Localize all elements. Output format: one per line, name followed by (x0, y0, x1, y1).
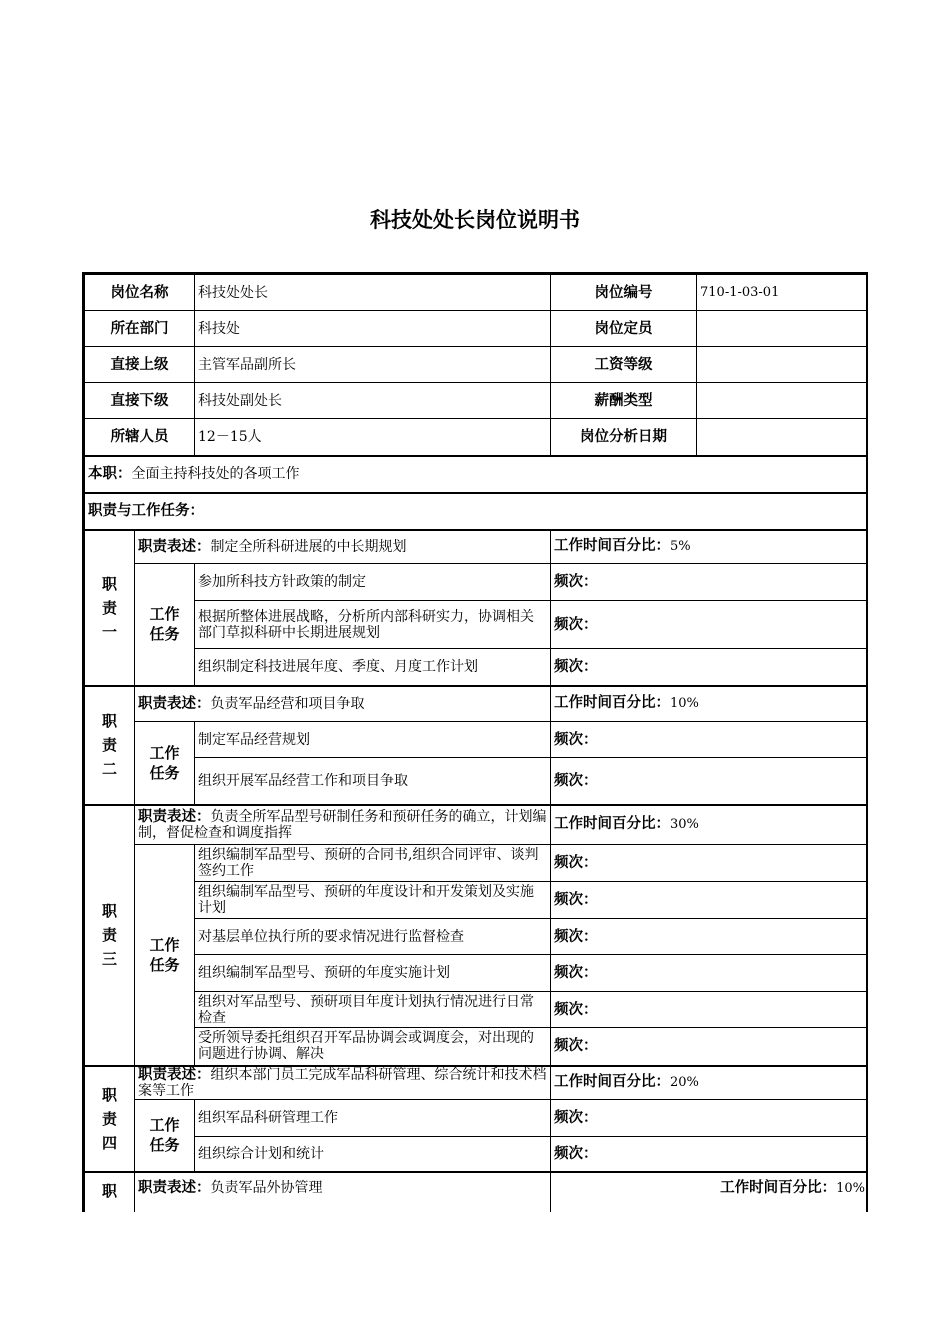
info-value: 科技处处长 (195, 275, 551, 311)
job-description-table (82, 272, 868, 1212)
task-row (85, 722, 869, 758)
task-text: 参加所科技方针政策的制定 (195, 564, 551, 601)
task-text: 制定军品经营规划 (195, 722, 551, 758)
task-row (85, 992, 869, 1028)
task-row (85, 601, 869, 649)
info-label: 所在部门 (85, 311, 195, 347)
info-value (697, 419, 869, 456)
duty-desc-row (85, 805, 869, 845)
freq-label: 频次： (551, 758, 869, 805)
freq-label: 频次： (551, 1099, 869, 1136)
duty-label: 职 责 二 (85, 686, 135, 805)
info-value: 710-1-03-01 (697, 275, 869, 311)
pct-label: 工作时间百分比： (554, 1074, 670, 1090)
duty-pct: 10% (836, 1181, 865, 1196)
pct-label: 工作时间百分比： (554, 538, 670, 555)
task-row (85, 1028, 869, 1066)
benzhi-label: 本职： (88, 466, 132, 482)
info-label: 岗位名称 (85, 275, 195, 311)
task-row (85, 1136, 869, 1172)
info-row (85, 383, 869, 419)
task-text: 根据所整体进展战略，分析所内部科研实力，协调相关部门草拟科研中长期进展规划 (195, 601, 551, 649)
info-label: 岗位分析日期 (551, 419, 697, 456)
task-label: 工作 任务 (135, 722, 195, 805)
duty-pct: 10% (670, 696, 699, 712)
freq-label: 频次： (551, 882, 869, 919)
task-text: 组织综合计划和统计 (195, 1136, 551, 1172)
pct-label: 工作时间百分比： (554, 816, 670, 833)
desc-label: 职责表述： (138, 808, 211, 825)
freq-label: 频次： (551, 955, 869, 992)
info-value (697, 311, 869, 347)
desc-label: 职责表述： (138, 1180, 211, 1196)
info-value: 科技处 (195, 311, 551, 347)
freq-label: 频次： (551, 649, 869, 686)
pct-label: 工作时间百分比： (720, 1180, 837, 1196)
task-row (85, 649, 869, 686)
duty-pct: 5% (670, 539, 691, 555)
info-label: 工资等级 (551, 347, 697, 383)
duty-pct: 30% (670, 817, 699, 833)
desc-label: 职责表述： (138, 1066, 211, 1083)
freq-label: 频次： (551, 992, 869, 1028)
info-label: 岗位定员 (551, 311, 697, 347)
task-row (85, 758, 869, 805)
duty-desc: 制定全所科研进展的中长期规划 (210, 538, 407, 555)
task-text: 组织开展军品经营工作和项目争取 (195, 758, 551, 805)
info-label: 直接下级 (85, 383, 195, 419)
duty-desc-row (85, 1066, 869, 1100)
duty-desc: 负责军品外协管理 (210, 1180, 323, 1196)
task-text: 组织军品科研管理工作 (195, 1099, 551, 1136)
task-row (85, 845, 869, 882)
task-text: 组织编制军品型号、预研的年度设计和开发策划及实施计划 (195, 882, 551, 919)
duty-label: 职 责 三 (85, 805, 135, 1066)
desc-label: 职责表述： (138, 695, 211, 712)
task-text: 受所领导委托组织召开军品协调会或调度会，对出现的问题进行协调、解决 (195, 1028, 551, 1066)
task-text: 组织编制军品型号、预研的合同书,组织合同评审、谈判签约工作 (195, 845, 551, 882)
duty-desc: 组织本部门员工完成军品科研管理、综合统计和技术档案等工作 (138, 1066, 547, 1099)
info-value (697, 347, 869, 383)
info-value: 科技处副处长 (195, 383, 551, 419)
info-value (697, 383, 869, 419)
freq-label: 频次： (551, 1136, 869, 1172)
task-row (85, 1099, 869, 1136)
task-row (85, 955, 869, 992)
duty-desc-row (85, 1172, 869, 1212)
benzhi-row (85, 456, 869, 493)
freq-label: 频次： (551, 601, 869, 649)
duty-desc: 负责军品经营和项目争取 (210, 695, 365, 712)
page-title: 科技处处长岗位说明书 (370, 208, 580, 232)
info-value: 主管军品副所长 (195, 347, 551, 383)
info-label: 所辖人员 (85, 419, 195, 456)
info-row (85, 419, 869, 456)
freq-label: 频次： (551, 722, 869, 758)
freq-label: 频次： (551, 1028, 869, 1066)
section-header-row (85, 493, 869, 530)
duty-desc: 负责全所军品型号研制任务和预研任务的确立，计划编制，督促检查和调度指挥 (138, 808, 547, 841)
task-row (85, 564, 869, 601)
task-label: 工作 任务 (135, 1099, 195, 1172)
task-text: 组织编制军品型号、预研的年度实施计划 (195, 955, 551, 992)
freq-label: 频次： (551, 919, 869, 955)
task-text: 对基层单位执行所的要求情况进行监督检查 (195, 919, 551, 955)
freq-label: 频次： (551, 564, 869, 601)
duty-label: 职 责 四 (85, 1066, 135, 1173)
pct-label: 工作时间百分比： (554, 695, 670, 712)
duty-desc-row (85, 686, 869, 722)
info-label: 直接上级 (85, 347, 195, 383)
info-row (85, 347, 869, 383)
section-header: 职责与工作任务： (85, 493, 869, 530)
benzhi-text: 全面主持科技处的各项工作 (131, 466, 300, 482)
info-row (85, 311, 869, 347)
duty-label: 职 (85, 1172, 135, 1212)
desc-label: 职责表述： (138, 538, 211, 555)
task-label: 工作 任务 (135, 564, 195, 686)
info-value: 12－15人 (195, 419, 551, 456)
info-label: 岗位编号 (551, 275, 697, 311)
task-row (85, 919, 869, 955)
task-label: 工作 任务 (135, 845, 195, 1066)
info-label: 薪酬类型 (551, 383, 697, 419)
task-text: 组织对军品型号、预研项目年度计划执行情况进行日常检查 (195, 992, 551, 1028)
task-text: 组织制定科技进展年度、季度、月度工作计划 (195, 649, 551, 686)
freq-label: 频次： (551, 845, 869, 882)
info-row (85, 275, 869, 311)
duty-desc-row (85, 530, 869, 564)
duty-pct: 20% (670, 1075, 699, 1090)
task-row (85, 882, 869, 919)
duty-label: 职 责 一 (85, 530, 135, 686)
